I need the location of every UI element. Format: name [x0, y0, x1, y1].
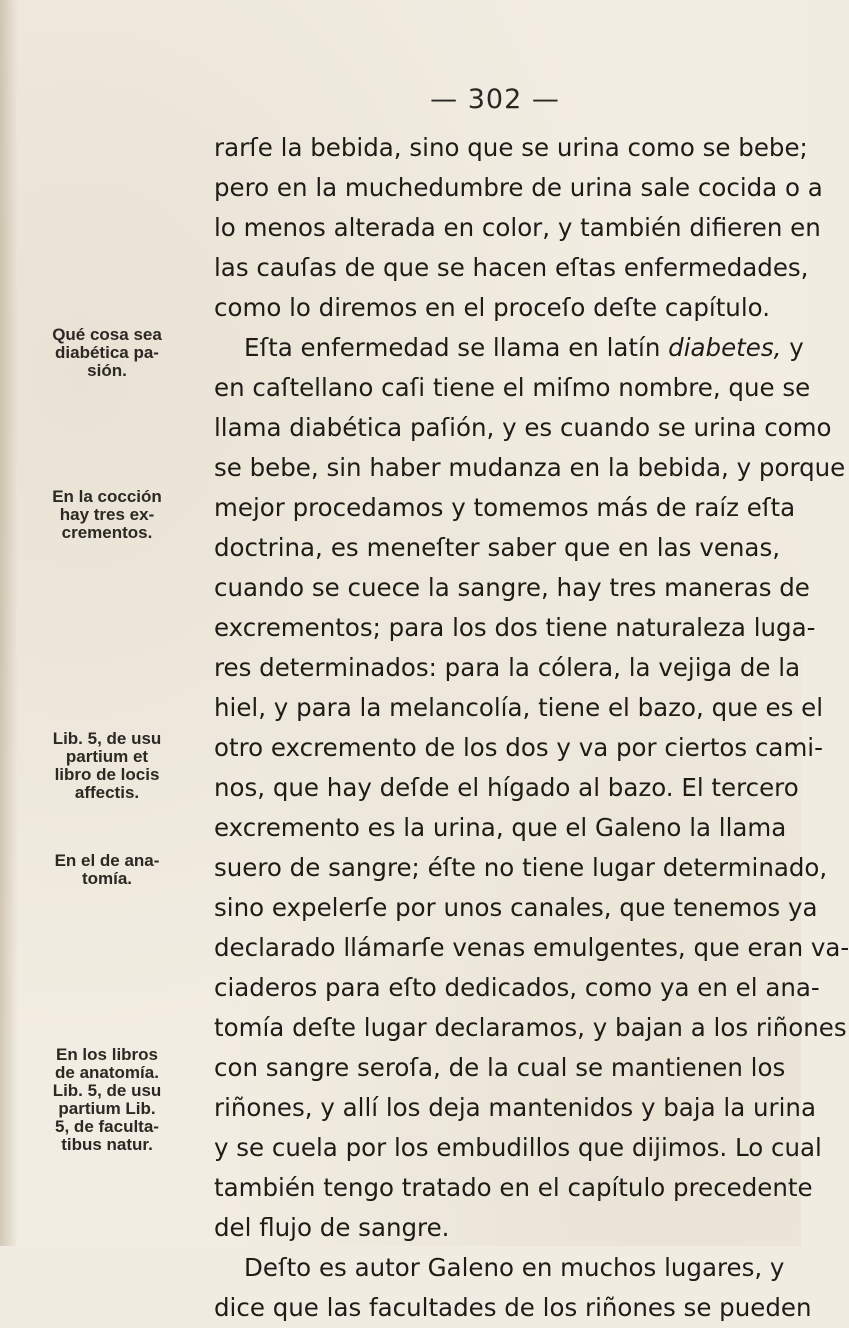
text-line: Deſto es autor Galeno en muchos lugares, y [244, 1253, 785, 1282]
text-line: pero en la muchedumbre de urina sale cocida o a [214, 173, 823, 202]
page-number: — 302 — [430, 84, 560, 115]
text-line: declarado llámarſe venas emulgentes, que eran va- [214, 933, 849, 962]
text-line: riñones, y allí los deja mantenidos y baja la urina [214, 1093, 816, 1122]
text-line: nos, que hay deſde el hígado al bazo. El tercero [214, 773, 799, 802]
text-line: en caſtellano caſi tiene el miſmo nombre, que se [214, 373, 811, 402]
text-line: del flujo de sangre. [214, 1213, 450, 1242]
text-line: como lo diremos en el proceſo deſte capítulo. [214, 293, 770, 322]
text-line: también tengo tratado en el capítulo precedente [214, 1173, 813, 1202]
text-line: dice que las facultades de los riñones se pueden [214, 1293, 812, 1322]
text-line: otro excremento de los dos y va por ciertos cami- [214, 733, 823, 762]
text-line: excremento es la urina, que el Galeno la llama [214, 813, 787, 842]
text-line: mejor procedamos y tomemos más de raíz eſta [214, 493, 796, 522]
text-line: con sangre seroſa, de la cual se mantienen los [214, 1053, 786, 1082]
text-line: suero de sangre; éſte no tiene lugar determinado, [214, 853, 828, 882]
text-line: rarſe la bebida, sino que se urina como se bebe; [214, 133, 808, 162]
marginal-note-diabetes: Qué cosa sea diabética pa- sión. [52, 325, 162, 380]
text-line: Eſta enfermedad se llama en latín diabetes, y [244, 333, 804, 362]
text-line: llama diabética paſión, y es cuando se urina como [214, 413, 832, 442]
marginal-note-de-usu-partium: Lib. 5, de usu partium et libro de locis affectis. [52, 729, 162, 802]
marginal-note-libros-anatomia: En los libros de anatomía. Lib. 5, de usu partium Lib. 5, de faculta- tibus natur. [52, 1045, 162, 1154]
text-line: excrementos; para los dos tiene naturaleza luga- [214, 613, 816, 642]
text-line: y se cuela por los embudillos que dijimos. Lo cual [214, 1133, 822, 1162]
text-line: lo menos alterada en color, y también difieren en [214, 213, 821, 242]
marginal-note-anatomia: En el de ana- tomía. [54, 851, 160, 888]
body-text [214, 128, 849, 1328]
marginal-note-coccion: En la cocción hay tres ex- crementos. [52, 487, 162, 542]
text-line: las cauſas de que se hacen eſtas enfermedades, [214, 253, 809, 282]
text-line: se bebe, sin haber mudanza en la bebida, y porque [214, 453, 846, 482]
text-line: hiel, y para la melancolía, tiene el bazo, que es el [214, 693, 824, 722]
text-line: res determinados: para la cólera, la vejiga de la [214, 653, 801, 682]
latin-term: diabetes, [668, 333, 782, 362]
page-gutter-shadow [0, 0, 18, 1246]
text-line: sino expelerſe por unos canales, que tenemos ya [214, 893, 818, 922]
text-line: doctrina, es meneſter saber que en las venas, [214, 533, 780, 562]
text-line: tomía deſte lugar declaramos, y bajan a los riñones [214, 1013, 847, 1042]
text-line: ciaderos para eſto dedicados, como ya en el ana- [214, 973, 820, 1002]
text-line: cuando se cuece la sangre, hay tres maneras de [214, 573, 810, 602]
